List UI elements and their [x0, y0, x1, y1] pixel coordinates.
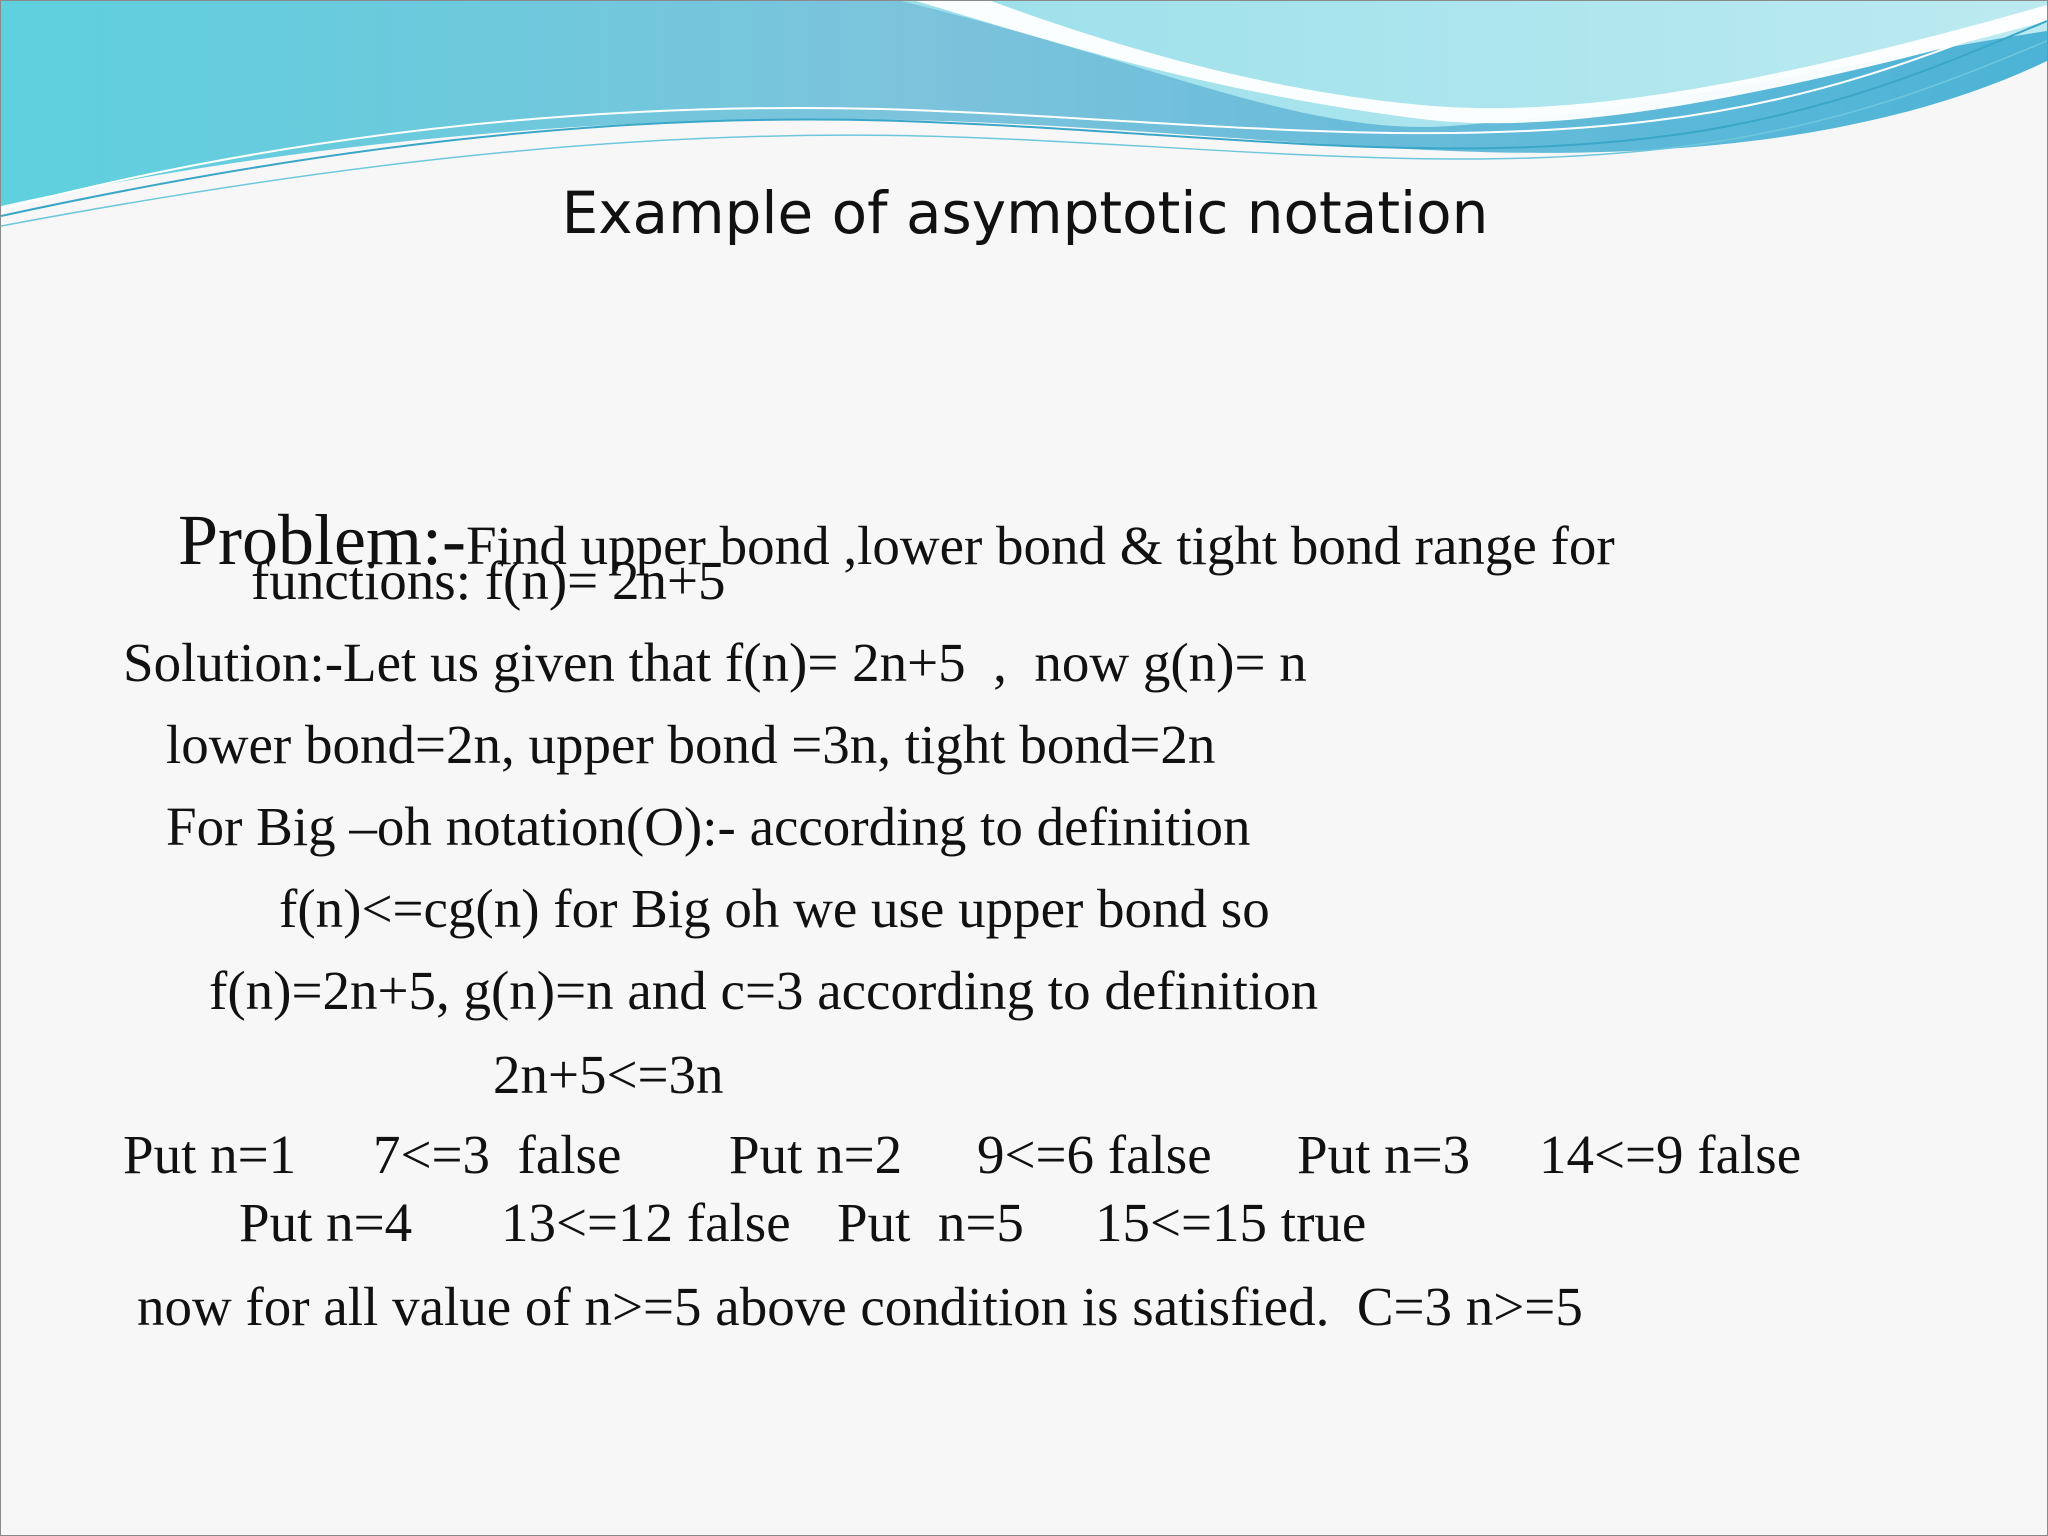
trial-check-1: 7<=3 false — [373, 1124, 622, 1185]
trial-put-1: Put n=1 — [123, 1124, 297, 1185]
trial-put-3: Put n=3 — [1297, 1124, 1471, 1185]
trial-check-4: 13<=12 false — [501, 1192, 791, 1253]
problem-label: Problem:- — [178, 500, 466, 580]
solution-line-2: lower bond=2n, upper bond =3n, tight bond=2n — [166, 714, 1216, 775]
solution-line-3: For Big –oh notation(O):- according to definition — [166, 796, 1251, 857]
trial-check-5: 15<=15 true — [1095, 1192, 1367, 1253]
trial-put-5: Put n=5 — [837, 1192, 1024, 1253]
solution-line-4: f(n)<=cg(n) for Big oh we use upper bond so — [279, 878, 1270, 939]
solution-line-5: f(n)=2n+5, g(n)=n and c=3 according to definition — [209, 960, 1319, 1021]
solution-line-6: 2n+5<=3n — [493, 1044, 724, 1105]
slide-title: Example of asymptotic notation — [561, 179, 1489, 247]
trial-put-2: Put n=2 — [729, 1124, 903, 1185]
conclusion-line: now for all value of n>=5 above condition is satisfied. C=3 n>=5 — [137, 1276, 1583, 1337]
problem-text: Find upper bond ,lower bond & tight bond range for — [465, 515, 1615, 576]
trial-check-2: 9<=6 false — [977, 1124, 1212, 1185]
trial-check-3: 14<=9 false — [1539, 1124, 1802, 1185]
solution-line-1: Solution:-Let us given that f(n)= 2n+5 , now g(n)= n — [123, 632, 1307, 693]
trial-put-4: Put n=4 — [239, 1192, 413, 1253]
problem-continuation: functions: f(n)= 2n+5 — [251, 550, 726, 611]
